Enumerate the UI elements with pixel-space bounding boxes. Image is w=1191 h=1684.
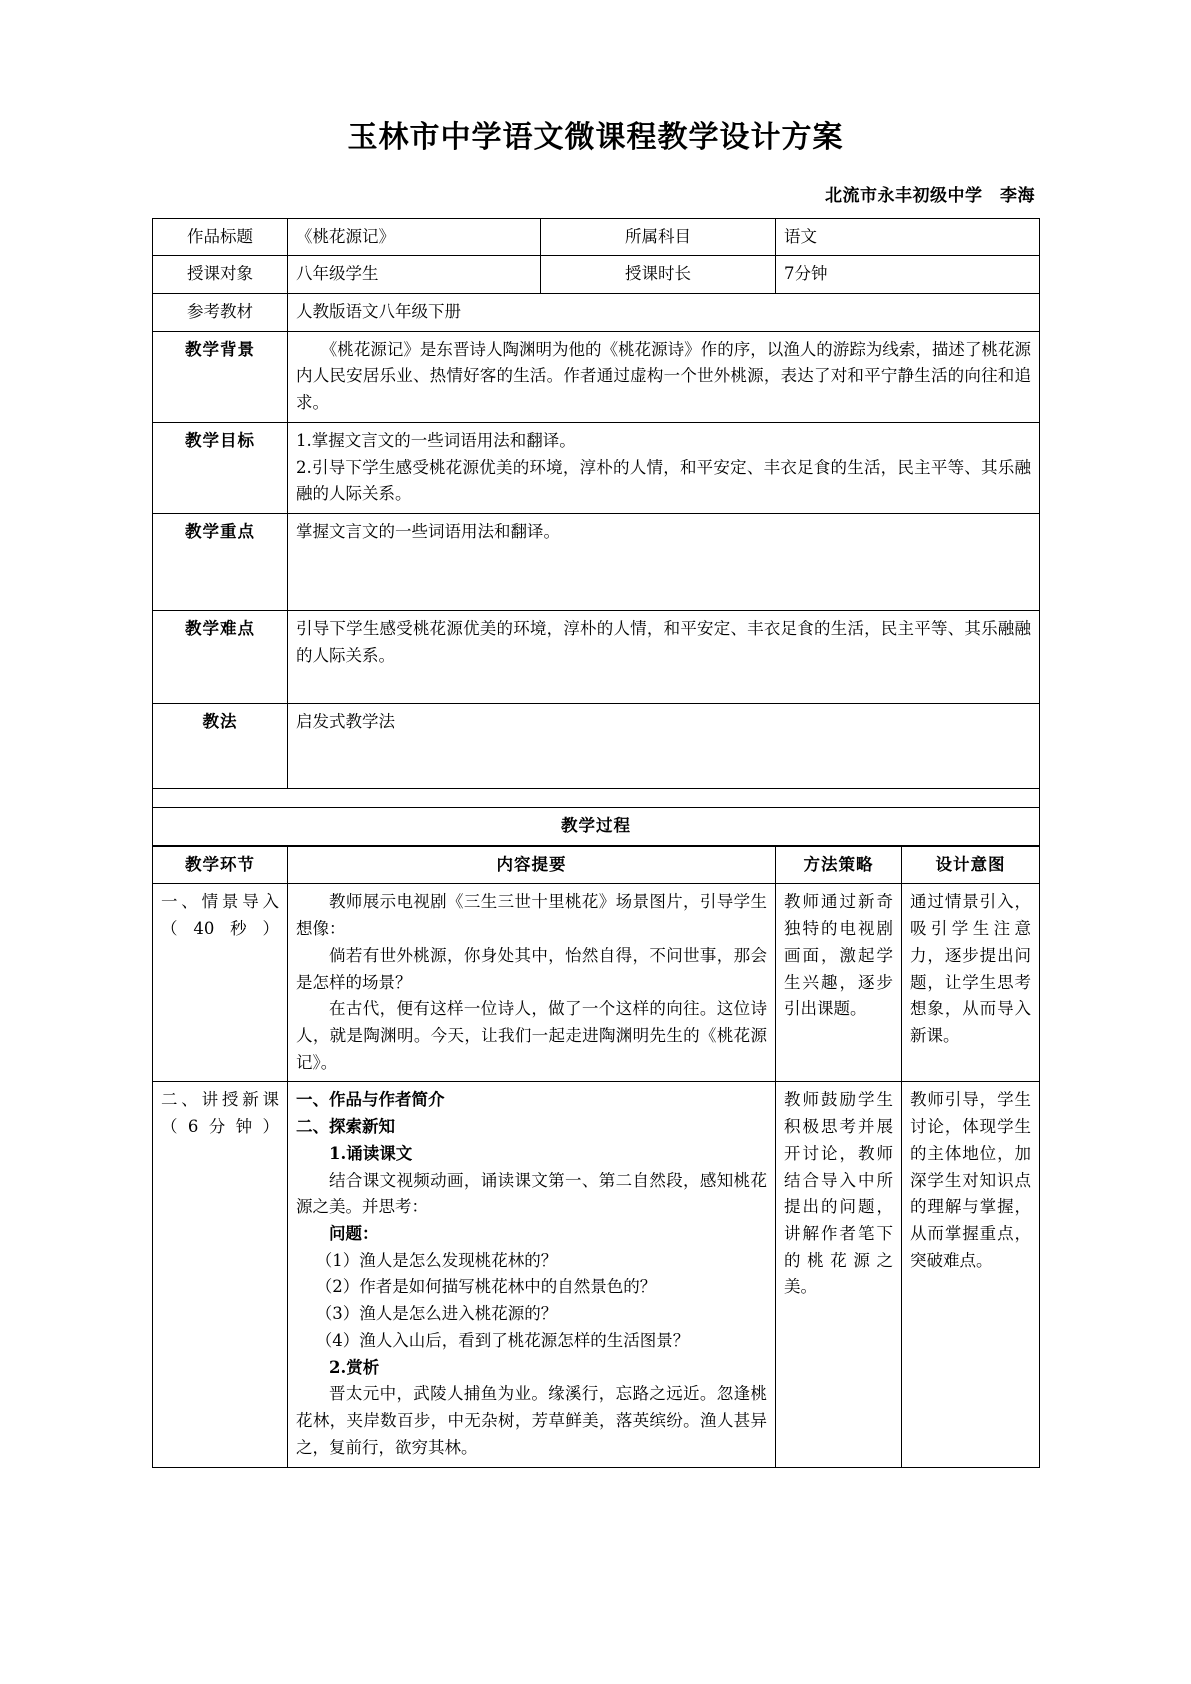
- content-heading-1: 一、作品与作者简介: [296, 1090, 445, 1110]
- question-item: （3）渔人是怎么进入桃花源的？: [315, 1304, 558, 1324]
- stage-content-1: [288, 884, 776, 1082]
- content-paragraph: 晋太元中，武陵人捕鱼为业。缘溪行，忘路之远近。忽逢桃花林，夹岸数百步，中无杂树，芳草鲜美，落英缤纷。渔人甚异之，复前行，欲穷其林。: [296, 1384, 767, 1457]
- column-header-strategy: 方法策略: [776, 846, 902, 884]
- column-header-content: 内容提要: [288, 846, 776, 884]
- field-value-keypoint: 掌握文言文的一些词语用法和翻译。: [288, 513, 1040, 610]
- table-row: [153, 610, 1040, 703]
- column-header-stage: 教学环节: [153, 846, 288, 884]
- table-row-spacer: [153, 788, 1040, 807]
- field-value-method: 启发式教学法: [288, 703, 1040, 788]
- table-row: [153, 422, 1040, 513]
- stage-strategy-1: 教师通过新奇独特的电视剧画面，激起学生兴趣，逐步引出课题。: [776, 884, 902, 1082]
- stage-label-1: 一、情景导入（40秒）: [153, 884, 288, 1082]
- field-value-textbook: 人教版语文八年级下册: [288, 293, 1040, 331]
- table-row: [153, 884, 1040, 1082]
- field-value-duration: 7分钟: [776, 256, 1040, 294]
- field-label-audience: 授课对象: [153, 256, 288, 294]
- field-label-objective: 教学目标: [153, 422, 288, 513]
- stage-intent-1: 通过情景引入，吸引学生注意力，逐步提出问题，让学生思考想象，从而导入新课。: [902, 884, 1040, 1082]
- stage-strategy-2: 教师鼓励学生积极思考并展开讨论，教师结合导入中所提出的问题，讲解作者笔下的桃花源之美。: [776, 1082, 902, 1467]
- field-label-duration: 授课时长: [541, 256, 776, 294]
- content-paragraph: 教师展示电视剧《三生三世十里桃花》场景图片，引导学生想像：: [296, 892, 767, 939]
- column-header-intent: 设计意图: [902, 846, 1040, 884]
- table-row: [153, 513, 1040, 610]
- lesson-plan-table: [152, 218, 1040, 846]
- question-item: （1）渔人是怎么发现桃花林的？: [315, 1250, 558, 1270]
- table-row: [153, 331, 1040, 422]
- field-label-title: 作品标题: [153, 218, 288, 256]
- content-subheading-2: 2.赏析: [329, 1357, 380, 1377]
- spacer-cell: [153, 788, 1040, 807]
- table-row: [153, 1082, 1040, 1467]
- table-row: [153, 218, 1040, 256]
- field-value-audience: 八年级学生: [288, 256, 541, 294]
- page-title: 玉林市中学语文微课程教学设计方案: [347, 120, 844, 155]
- author-byline: 北流市永丰初级中学 李海: [825, 185, 1035, 206]
- field-value-subject: 语文: [776, 218, 1040, 256]
- field-label-keypoint: 教学重点: [153, 513, 288, 610]
- question-item: （4）渔人入山后，看到了桃花源怎样的生活图景？: [315, 1330, 690, 1350]
- field-label-textbook: 参考教材: [153, 293, 288, 331]
- field-label-method: 教法: [153, 703, 288, 788]
- objective-line-1: 1.掌握文言文的一些词语用法和翻译。: [296, 430, 576, 450]
- table-row: [153, 293, 1040, 331]
- objective-line-2: 2.引导下学生感受桃花源优美的环境，淳朴的人情，和平安定、丰衣足食的生活，民主平等、其乐融融的人际关系。: [296, 457, 1031, 504]
- content-paragraph: 倘若有世外桃源，你身处其中，怡然自得，不问世事，那会是怎样的场景？: [296, 945, 767, 992]
- stage-intent-2: 教师引导，学生讨论，体现学生的主体地位，加深学生对知识点的理解与掌握，从而掌握重点，突破难点。: [902, 1082, 1040, 1467]
- questions-label: 问题：: [329, 1224, 379, 1244]
- field-value-title: 《桃花源记》: [288, 218, 541, 256]
- field-value-objective: [288, 422, 1040, 513]
- teaching-process-table: [152, 846, 1040, 1468]
- field-label-background: 教学背景: [153, 331, 288, 422]
- process-header-row: [153, 846, 1040, 884]
- field-value-background: 《桃花源记》是东晋诗人陶渊明为他的《桃花源诗》作的序，以渔人的游踪为线索，描述了桃花源内人民安居乐业、热情好客的生活。作者通过虚构一个世外桃源，表达了对和平宁静生活的向往和追求。: [288, 331, 1040, 422]
- content-heading-2: 二、探索新知: [296, 1117, 395, 1137]
- process-banner: 教学过程: [153, 807, 1040, 845]
- stage-label-2: 二、讲授新课（6分钟）: [153, 1082, 288, 1467]
- content-paragraph: 在古代，便有这样一位诗人，做了一个这样的向往。这位诗人，就是陶渊明。今天，让我们一起走进陶渊明先生的《桃花源记》。: [296, 999, 767, 1072]
- table-row: [153, 256, 1040, 294]
- question-item: （2）作者是如何描写桃花林中的自然景色的？: [315, 1277, 657, 1297]
- stage-content-2: [288, 1082, 776, 1467]
- field-value-difficulty: 引导下学生感受桃花源优美的环境，淳朴的人情，和平安定、丰衣足食的生活，民主平等、其乐融融的人际关系。: [288, 610, 1040, 703]
- field-label-difficulty: 教学难点: [153, 610, 288, 703]
- table-row: [153, 703, 1040, 788]
- field-label-subject: 所属科目: [541, 218, 776, 256]
- content-subheading-1: 1.诵读课文: [329, 1143, 413, 1163]
- content-paragraph: 结合课文视频动画，诵读课文第一、第二自然段，感知桃花源之美。并思考：: [296, 1170, 767, 1217]
- process-banner-row: [153, 807, 1040, 845]
